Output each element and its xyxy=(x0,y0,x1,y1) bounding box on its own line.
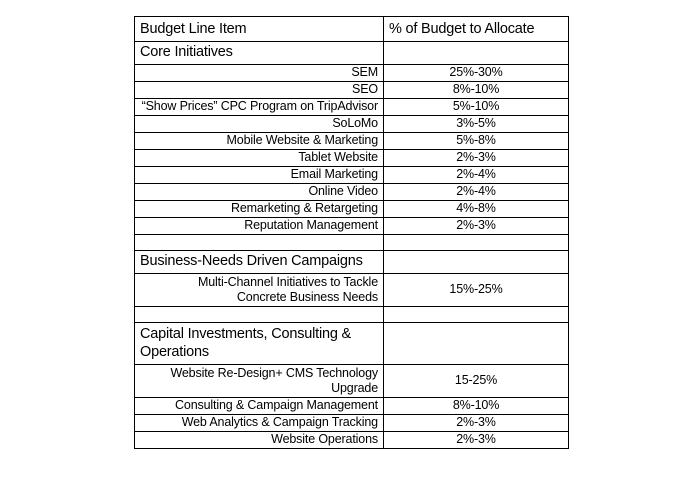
table-row xyxy=(135,167,569,184)
percent-value: 5%-8% xyxy=(384,133,569,150)
line-item-label: Reputation Management xyxy=(135,218,384,235)
table-spacer-row xyxy=(135,307,569,323)
table-spacer-row xyxy=(135,235,569,251)
section-title: Core Initiatives xyxy=(135,42,384,65)
percent-value: 8%-10% xyxy=(384,82,569,99)
spacer-cell-percent xyxy=(384,235,569,251)
line-item-label xyxy=(135,274,384,307)
line-item-label: SoLoMo xyxy=(135,116,384,133)
table-row xyxy=(135,150,569,167)
percent-value: 2%-4% xyxy=(384,184,569,201)
line-item-label: Mobile Website & Marketing xyxy=(135,133,384,150)
spacer-cell-item xyxy=(135,307,384,323)
percent-value: 8%-10% xyxy=(384,398,569,415)
table-section-row xyxy=(135,42,569,65)
table-row xyxy=(135,398,569,415)
percent-value: 2%-3% xyxy=(384,415,569,432)
table-row xyxy=(135,65,569,82)
line-item-label: SEM xyxy=(135,65,384,82)
percent-value: 2%-3% xyxy=(384,218,569,235)
table-row xyxy=(135,432,569,449)
section-percent-cell xyxy=(384,323,569,365)
line-item-label-line-2: Concrete Business Needs xyxy=(236,290,378,304)
line-item-label: Consulting & Campaign Management xyxy=(135,398,384,415)
section-percent-cell xyxy=(384,42,569,65)
column-header-budget-line-item: Budget Line Item xyxy=(135,17,384,42)
column-header-percent-of-budget: % of Budget to Allocate xyxy=(384,17,569,42)
line-item-label: Remarketing & Retargeting xyxy=(135,201,384,218)
line-item-label: Email Marketing xyxy=(135,167,384,184)
budget-allocation-table xyxy=(134,16,569,449)
table-head xyxy=(135,17,569,42)
section-title: Capital Investments, Consulting & Operations xyxy=(135,323,384,365)
table-body xyxy=(135,42,569,449)
line-item-label: Website Operations xyxy=(135,432,384,449)
line-item-label-line-1: Multi-Channel Initiatives to Tackle xyxy=(197,274,378,289)
percent-value: 15-25% xyxy=(384,365,569,398)
table-row xyxy=(135,184,569,201)
percent-value: 15%-25% xyxy=(384,274,569,307)
table-row xyxy=(135,133,569,150)
percent-value: 2%-3% xyxy=(384,432,569,449)
percent-value: 2%-4% xyxy=(384,167,569,184)
table-row xyxy=(135,274,569,307)
line-item-label: “Show Prices” CPC Program on TripAdvisor xyxy=(135,99,384,116)
section-title: Business-Needs Driven Campaigns xyxy=(135,251,384,274)
table-header-row xyxy=(135,17,569,42)
section-percent-cell xyxy=(384,251,569,274)
table-row xyxy=(135,201,569,218)
spacer-cell-item xyxy=(135,235,384,251)
percent-value: 25%-30% xyxy=(384,65,569,82)
percent-value: 2%-3% xyxy=(384,150,569,167)
spacer-cell-percent xyxy=(384,307,569,323)
table-row xyxy=(135,218,569,235)
table-row xyxy=(135,99,569,116)
table-row xyxy=(135,116,569,133)
line-item-label: Tablet Website xyxy=(135,150,384,167)
line-item-label-line-2: Upgrade xyxy=(331,381,378,395)
table-row xyxy=(135,415,569,432)
line-item-label-line-1: Website Re-Design+ CMS Technology xyxy=(170,365,378,380)
table-section-row xyxy=(135,251,569,274)
line-item-label: Web Analytics & Campaign Tracking xyxy=(135,415,384,432)
table-section-row xyxy=(135,323,569,365)
percent-value: 3%-5% xyxy=(384,116,569,133)
line-item-label xyxy=(135,365,384,398)
percent-value: 5%-10% xyxy=(384,99,569,116)
table-row xyxy=(135,82,569,99)
line-item-label: SEO xyxy=(135,82,384,99)
table-row xyxy=(135,365,569,398)
line-item-label: Online Video xyxy=(135,184,384,201)
percent-value: 4%-8% xyxy=(384,201,569,218)
